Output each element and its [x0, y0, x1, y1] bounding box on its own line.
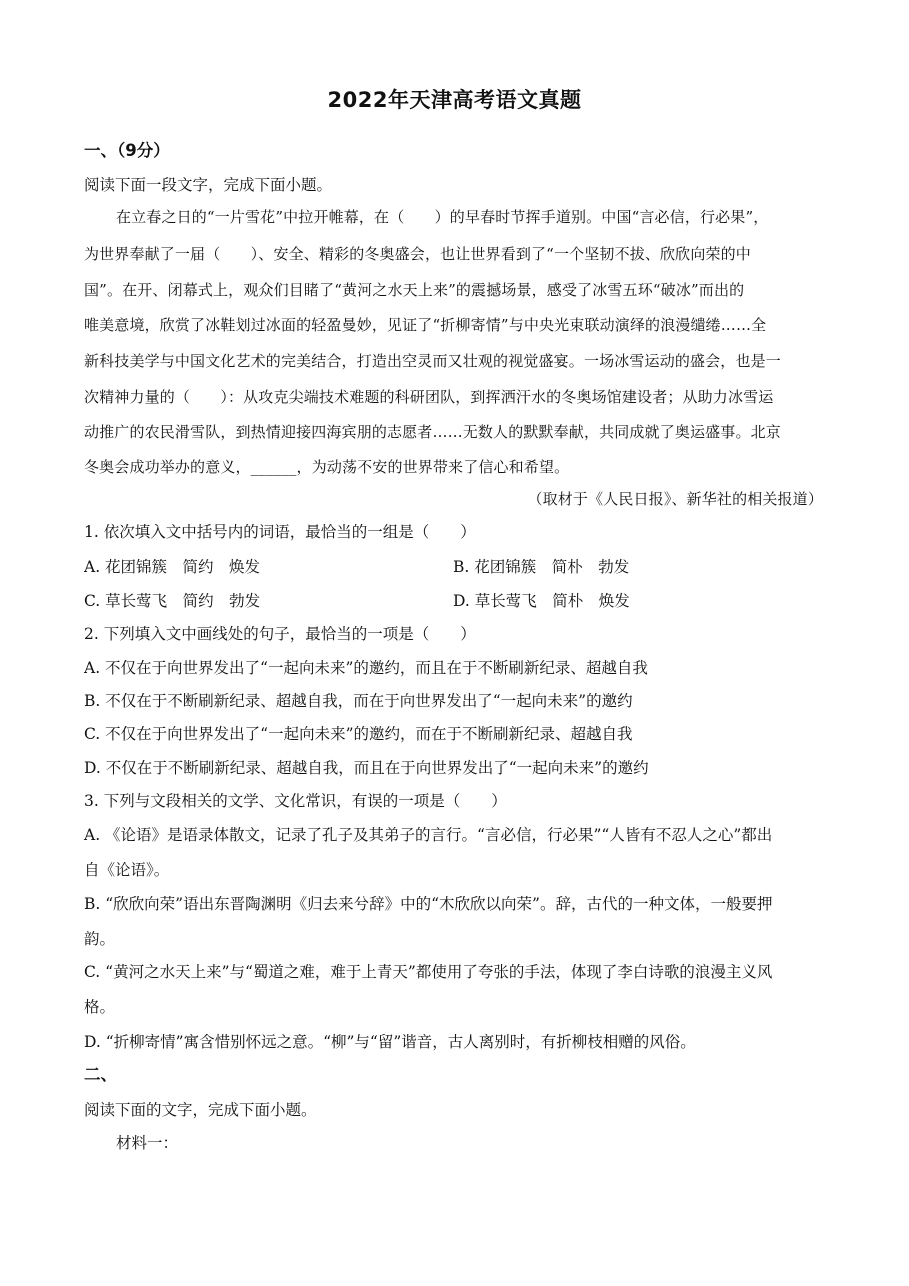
- section1-heading: 一、（9分）: [84, 141, 170, 160]
- question-2-stem: 2. 下列填入文中画线处的句子，最恰当的一项是（ ）: [84, 625, 476, 643]
- passage-line: 为世界奉献了一届（ ）、安全、精彩的冬奥盛会，也让世界看到了“一个坚韧不拔、欣欣向荣的中: [84, 245, 751, 263]
- passage-line: 新科技美学与中国文化艺术的完美结合，打造出空灵而又壮观的视觉盛宴。一场冰雪运动的盛会，也是一: [84, 352, 781, 370]
- section2-heading: 二、: [84, 1065, 117, 1084]
- question-3-option-a: A. 《论语》是语录体散文，记录了孔子及其弟子的言行。“言必信，行必果”“人皆有不忍人之心”都出: [84, 826, 773, 844]
- question-2-option-d: D. 不仅在于不断刷新纪录、超越自我，而且在于向世界发出了“一起向未来”的邀约: [84, 759, 649, 777]
- question-1-option-c: C. 草长莺飞 简约 勃发: [84, 592, 261, 610]
- question-3-stem: 3. 下列与文段相关的文学、文化常识，有误的一项是（ ）: [84, 792, 507, 810]
- question-3-option-b-cont: 韵。: [84, 930, 116, 948]
- material-one-label: 材料一：: [116, 1134, 179, 1152]
- question-3-option-c: C. “黄河之水天上来”与“蜀道之难，难于上青天”都使用了夸张的手法，体现了李白诗歌的浪漫主义风: [84, 963, 773, 981]
- passage-line: 冬奥会成功举办的意义，______，为动荡不安的世界带来了信心和希望。: [84, 458, 570, 476]
- question-3-option-d: D. “折柳寄情”寓含惜别怀远之意。“柳”与“留”谐音，古人离别时，有折柳枝相赠的风俗。: [84, 1033, 696, 1051]
- question-2-option-a: A. 不仅在于向世界发出了“一起向未来”的邀约，而且在于不断刷新纪录、超越自我: [84, 659, 648, 677]
- question-1-option-a: A. 花团锦簇 简约 焕发: [84, 558, 261, 576]
- passage-line: 唯美意境，欣赏了冰鞋划过冰面的轻盈曼妙，见证了“折柳寄情”与中央光束联动演绎的浪漫缱绻……全: [84, 316, 767, 334]
- question-1-option-b: B. 花团锦簇 简朴 勃发: [453, 558, 630, 576]
- question-3-option-b: B. “欣欣向荣”语出东晋陶渊明《归去来兮辞》中的“木欣欣以向荣”。辞，古代的一种文体，一般要押: [84, 895, 773, 913]
- passage-line: 在立春之日的“一片雪花”中拉开帷幕，在（ ）的早春时节挥手道别。中国“言必信，行必果”，: [116, 208, 769, 226]
- passage-line: 动推广的农民滑雪队，到热情迎接四海宾朋的志愿者……无数人的默默奉献，共同成就了奥运盛事。北京: [84, 423, 781, 441]
- question-2-option-c: C. 不仅在于向世界发出了“一起向未来”的邀约，而在于不断刷新纪录、超越自我: [84, 725, 633, 743]
- question-3-option-a-cont: 自《论语》。: [84, 861, 170, 879]
- section1-instruction: 阅读下面一段文字，完成下面小题。: [84, 176, 333, 194]
- passage-line: 国”。在开、闭幕式上，观众们目睹了“黄河之水天上来”的震撼场景，感受了冰雪五环“破冰”而出的: [84, 281, 745, 299]
- question-2-option-b: B. 不仅在于不断刷新纪录、超越自我，而在于向世界发出了“一起向未来”的邀约: [84, 692, 633, 710]
- passage-source: （取材于《人民日报》、新华社的相关报道）: [527, 490, 823, 508]
- passage-line: 次精神力量的（ ）：从攻克尖端技术难题的科研团队，到挥洒汗水的冬奥场馆建设者；从助力冰雪运: [84, 388, 774, 406]
- question-3-option-c-cont: 格。: [84, 998, 116, 1016]
- question-1-option-d: D. 草长莺飞 简朴 焕发: [453, 592, 630, 610]
- question-1-stem: 1. 依次填入文中括号内的词语，最恰当的一组是（ ）: [84, 523, 476, 541]
- page-title: 2022年天津高考语文真题: [327, 88, 582, 112]
- section2-instruction: 阅读下面的文字，完成下面小题。: [84, 1101, 317, 1119]
